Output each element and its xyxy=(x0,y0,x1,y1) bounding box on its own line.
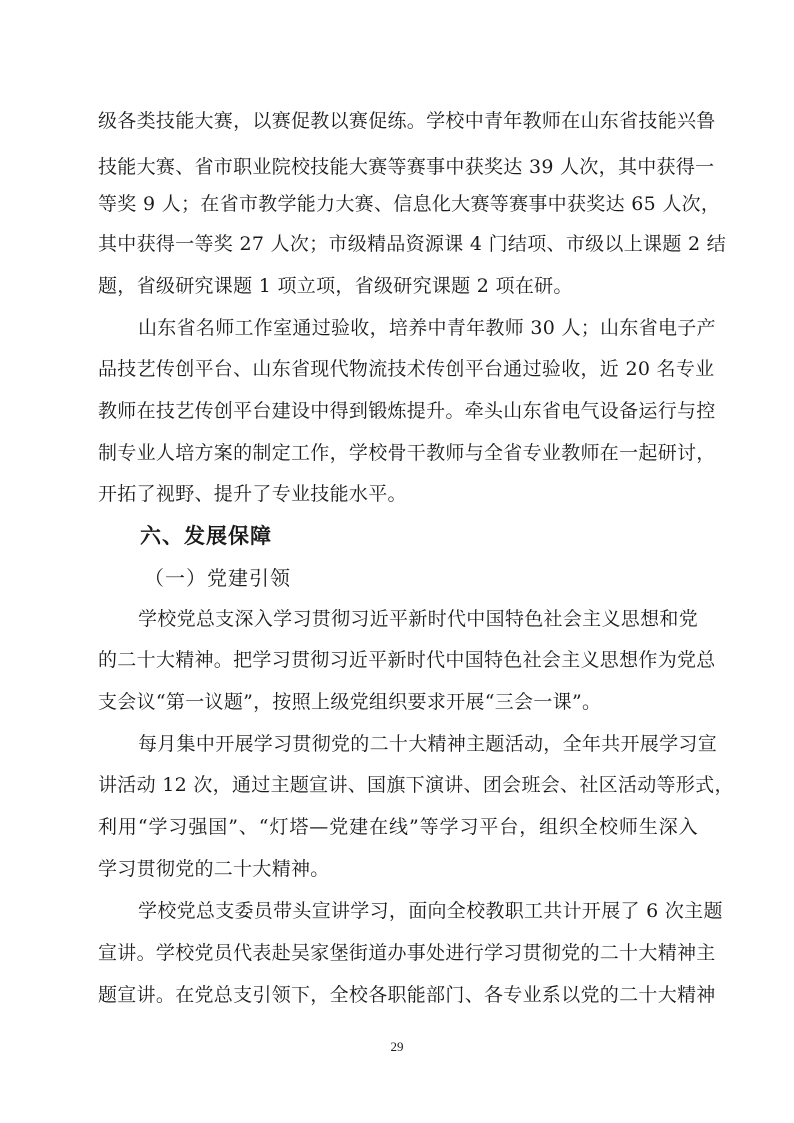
page-number: 29 xyxy=(390,1039,404,1054)
paragraph-4-line-4: 学习贯彻党的二十大精神。 xyxy=(98,858,330,880)
paragraph-1-line-5: 题，省级研究课题 1 项立项，省级研究课题 2 项在研。 xyxy=(98,275,573,297)
paragraph-5-line-1: 学校党总支委员带头宣讲学习，面向全校教职工共计开展了 6 次主题 xyxy=(138,900,723,922)
paragraph-4-line-2: 讲活动 12 次，通过主题宣讲、国旗下演讲、团会班会、社区活动等形式， xyxy=(98,774,734,796)
paragraph-2-line-3: 教师在技艺传创平台建设中得到锻炼提升。牵头山东省电气设备运行与控 xyxy=(98,400,716,422)
paragraph-1-line-1: 级各类技能大赛，以赛促教以赛促练。学校中青年教师在山东省技能兴鲁 xyxy=(98,110,716,132)
paragraph-3-line-2: 的二十大精神。把学习贯彻习近平新时代中国特色社会主义思想作为党总 xyxy=(98,649,716,671)
paragraph-5-line-2: 宣讲。学校党员代表赴吴家堡街道办事处进行学习贯彻党的二十大精神主 xyxy=(98,942,716,964)
paragraph-3-line-3: 支会议“第一议题”，按照上级党组织要求开展“三会一课”。 xyxy=(98,691,602,713)
paragraph-2-line-1: 山东省名师工作室通过验收，培养中青年教师 30 人；山东省电子产 xyxy=(138,317,716,339)
paragraph-1-line-3: 等奖 9 人；在省市教学能力大赛、信息化大赛等赛事中获奖达 65 人次， xyxy=(98,193,721,215)
section-heading: 六、发展保障 xyxy=(140,524,272,548)
paragraph-4-line-1: 每月集中开展学习贯彻党的二十大精神主题活动，全年共开展学习宣 xyxy=(138,733,718,755)
paragraph-5-line-3: 题宣讲。在党总支引领下，全校各职能部门、各专业系以党的二十大精神 xyxy=(98,984,716,1006)
paragraph-2-line-4: 制专业人培方案的制定工作，学校骨干教师与全省专业教师在一起研讨， xyxy=(98,442,716,464)
paragraph-3-line-1: 学校党总支深入学习贯彻习近平新时代中国特色社会主义思想和党 xyxy=(138,608,698,630)
paragraph-1-line-4: 其中获得一等奖 27 人次；市级精品资源课 4 门结项、市级以上课题 2 结 xyxy=(98,233,726,255)
paragraph-1-line-2: 技能大赛、省市职业院校技能大赛等赛事中获奖达 39 人次，其中获得一 xyxy=(98,156,715,178)
paragraph-4-line-3: 利用“学习强国”、“灯塔—党建在线”等学习平台，组织全校师生深入 xyxy=(98,816,698,838)
paragraph-2-line-2: 品技艺传创平台、山东省现代物流技术传创平台通过验收，近 20 名专业 xyxy=(98,358,715,380)
paragraph-2-line-5: 开拓了视野、提升了专业技能水平。 xyxy=(98,483,407,505)
subsection-heading: （一）党建引领 xyxy=(144,566,291,590)
